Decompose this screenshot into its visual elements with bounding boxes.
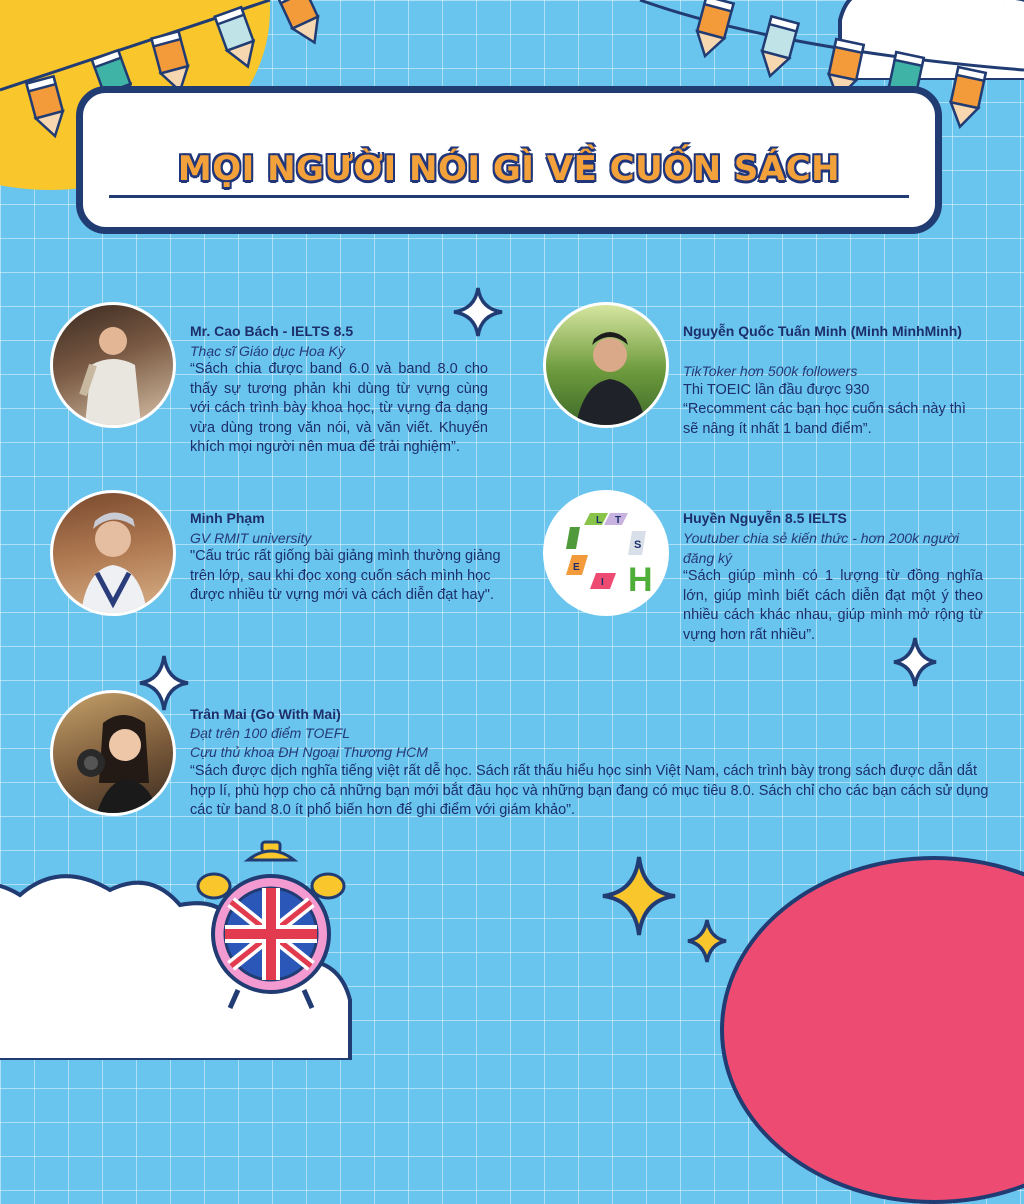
testimonial-role: GV RMIT university [190,530,312,546]
testimonial-name: Trân Mai (Go With Mai) [190,706,341,722]
testimonial-quote: “Sách chia được band 6.0 và band 8.0 cho thấy sự tương phản khi dùng từ vựng cùng với cách trình bày khoa học, từ vựng đa dạng vừa dùng trong văn nói, và văn viết. Khuyến khích mọi người nên mua để trải nghiệm”. [190,361,488,455]
hexagon-letters-icon [546,493,666,613]
logo-letter: T [615,515,622,526]
testimonial-role: Thạc sĩ Giáo dục Hoa Kỳ [190,343,345,359]
testimonial-name: Mr. Cao Bách - IELTS 8.5 [190,323,354,339]
alarm-clock-icon [196,838,346,1016]
logo-letter: E [573,562,580,573]
logo-letter: S [634,539,642,551]
testimonial-name: Huyền Nguyễn 8.5 IELTS [683,510,847,526]
sparkle-star-icon [452,286,504,338]
testimonial-role: Đạt trên 100 điểm TOEFL [190,725,351,741]
testimonial-role-secondary: Cựu thủ khoa ĐH Ngoại Thương HCM [190,744,428,760]
title-underline [109,195,909,198]
testimonial-role: TikToker hơn 500k followers [683,363,858,379]
title-card [76,86,942,234]
testimonial-note: Thi TOEIC lần đầu được 930 [683,382,870,398]
testimonial-quote: "Cấu trúc rất giống bài giảng mình thường giảng trên lớp, sau khi đọc xong cuốn sách mình học được nhiều từ vựng mới và cách diễn đạt hay". [190,548,501,603]
avatar [543,302,669,428]
ielts-logo [543,490,669,616]
avatar [50,302,176,428]
pink-blob-shape [720,856,1024,1204]
testimonial-quote: “Sách được dịch nghĩa tiếng việt rất dễ học. Sách rất thấu hiểu học sinh Việt Nam, cách trình bày trong sách được dẫn dắt hợp lí, phù hợp cho cả những bạn mới bắt đầu học và những bạn đang có mục tiêu 8.0. Sách chỉ cho các bạn cách sử dụng các từ band 8.0 ít phổ biến hơn để ghi điểm với giám khảo”. [190,763,989,818]
page-title: MỌI NGƯỜI NÓI GÌ VỀ CUỐN SÁCH [177,149,841,189]
testimonial-quote: “Recomment các bạn học cuốn sách này thì sẽ nâng ít nhất 1 band điểm”. [683,401,966,437]
avatar [50,490,176,616]
testimonial-quote: “Sách giúp mình có 1 lượng từ đồng nghĩa lớn, giúp mình biết cách diễn đạt một ý theo nhiều cách khác nhau, giúp mình mở rộng từ vựng hơn rất nhiều”. [683,568,983,643]
sparkle-star-icon [686,918,728,964]
logo-letter: L [596,515,603,526]
logo-letter: H [628,561,653,599]
avatar [50,690,176,816]
sparkle-star-icon [600,854,678,938]
testimonial-name: Minh Phạm [190,510,265,526]
logo-letter: I [601,577,604,588]
testimonial-role: Youtuber chia sẻ kiến thức - hơn 200k người đăng ký [683,530,959,566]
testimonial-name: Nguyễn Quốc Tuấn Minh (Minh MinhMinh) [683,323,962,339]
